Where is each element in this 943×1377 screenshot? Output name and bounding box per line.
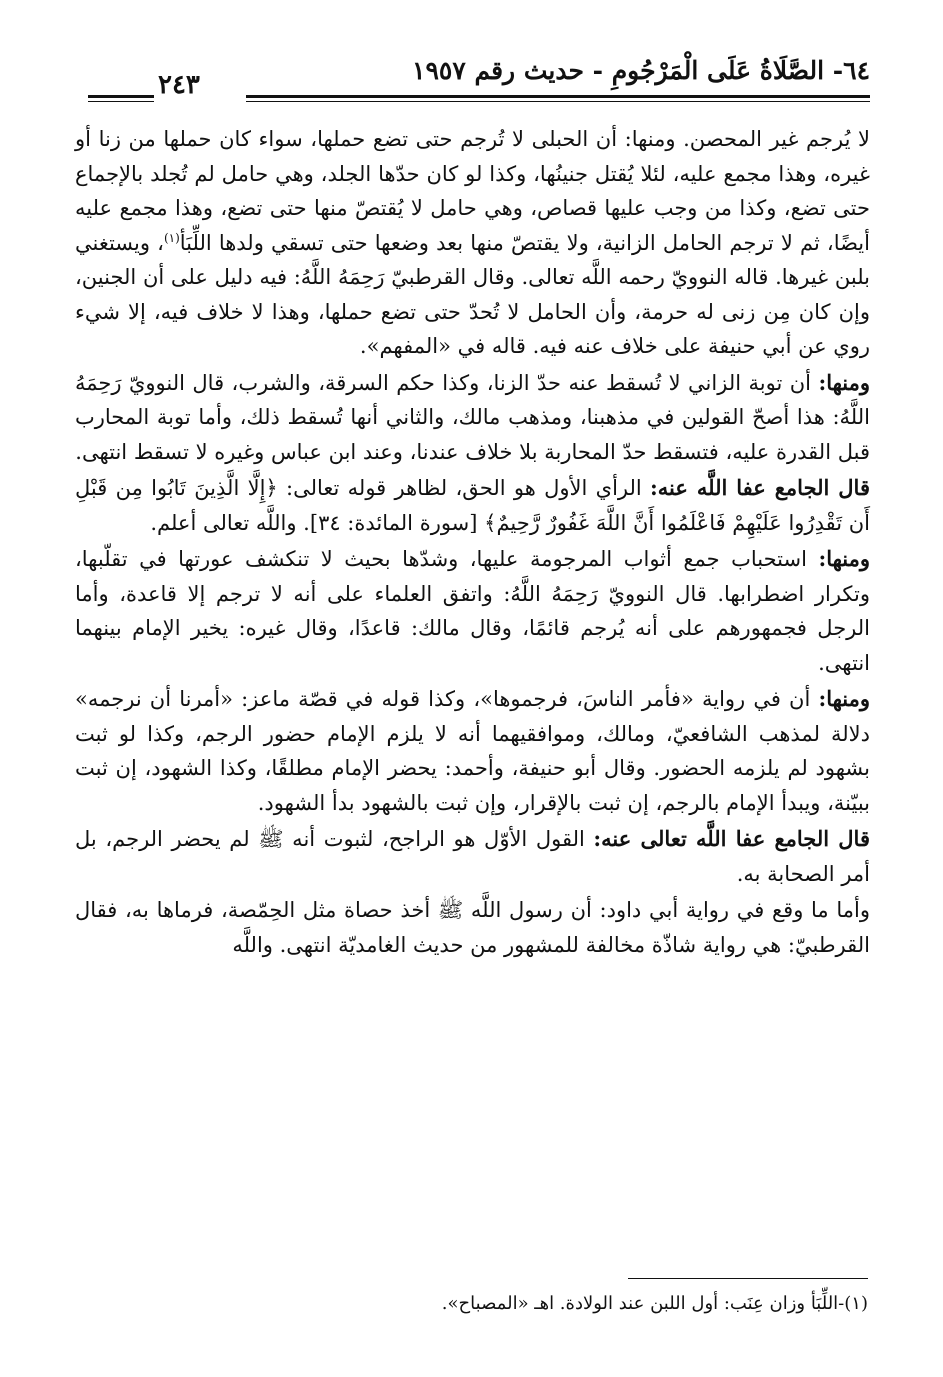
paragraph-text: القول الأوّل هو الراجح، لثبوت أنه ﷺ لم يحضر الرجم، بل أمر الصحابة به. bbox=[75, 827, 870, 886]
paragraph-text-continued: ، ويستغني بلبن غيرها. قاله النوويّ رحمه اللَّه تعالى. وقال القرطبيّ رَحِمَهُ اللَّهُ: فيه دليل على أن الجنين، وإن كان مِن زنى له حرمة، وأن الحامل لا تُحدّ حتى تضع حملها، وهذا لا خلاف فيه، إلا شيء روي عن أبي حنيفة على خلاف عنه فيه. قاله في «المفهم». bbox=[75, 230, 870, 358]
header-rule bbox=[246, 95, 870, 102]
paragraph-lead: ومنها: bbox=[818, 369, 870, 395]
paragraph-3 bbox=[75, 471, 870, 540]
paragraph-7 bbox=[75, 893, 870, 962]
paragraph-text: استحباب جمع أثواب المرجومة عليها، وشدّها بحيث لا تنكشف عورتها في تقلّبها، وتكرار اضطرابها. قال النوويّ رَحِمَهُ اللَّهُ: واتفق العلماء على أنه لا ترجم إلا قاعدة، وأما الرجل فجمهورهم على أنه يُرجم قائمًا، وقال مالك: قاعدًا، وقال غيره: يخير الإمام بينهما انتهى. bbox=[75, 547, 870, 675]
paragraph-text: أن توبة الزاني لا تُسقط عنه حدّ الزنا، وكذا حكم السرقة، والشرب، قال النوويّ رَحِمَهُ اللَّهُ: هذا أصحّ القولين في مذهبنا، ومذهب مالك، والثاني أنها تُسقط ذلك، وأما توبة المحارب قبل القدرة عليه، فتسقط حدّ المحاربة بلا خلاف عندنا، وعند ابن عباس وغيره لا تسقط انتهى. bbox=[75, 370, 870, 464]
running-title: ٦٤- الصَّلَاةُ عَلَى الْمَرْجُومِ - حديث رقم ١٩٥٧ bbox=[412, 56, 870, 85]
paragraph-text: الرأي الأول هو الحق، لظاهر قوله تعالى: ﴿إِلَّا الَّذِينَ تَابُوا مِن قَبْلِ أَن تَقْدِرُوا عَلَيْهِمْ فَاعْلَمُوا أَنَّ اللَّهَ غَفُورٌ رَّحِيمٌ﴾ [سورة المائدة: ٣٤]. واللَّه تعالى أعلم. bbox=[75, 476, 870, 535]
paragraph-lead: ومنها: bbox=[818, 546, 870, 571]
paragraph-text: أن في رواية «فأمر الناسَ، فرجموها»، وكذا قوله في قصّة ماعز: «أمرنا أن نرجمه» دلالة لمذهب الشافعيّ، ومالك، وموافقيهما أنه لا يلزم الإمام حضور الرجم، وكذا لو ثبت بشهود لم يلزمه الحضور. وقال أبو حنيفة، وأحمد: يحضر الإمام مطلقًا، وكذا الشهود، إن ثبت ببيّنة، ويبدأ الإمام بالرجم، إن ثبت بالإقرار، وإن ثبت بالشهود بدأ الشهود. bbox=[75, 687, 870, 815]
paragraph-5 bbox=[75, 682, 870, 820]
body-text bbox=[75, 122, 870, 962]
header-rule-short bbox=[88, 95, 154, 102]
paragraph-text: لا يُرجم غير المحصن. ومنها: أن الحبلى لا تُرجم حتى تضع حملها، سواء كان حملها من زنا أو غيره، وهذا مجمع عليه، لئلا يُقتل جنينُها، وكذا لو كان حدّها الجلد، وهي حامل لم تُجلد بالإجماع حتى تضع، وكذا من وجب عليها قصاص، وهي حامل لا يُقتصّ منها حتى تضع، وهذا مجمع عليه أيضًا، ثم لا ترجم الحامل الزانية، ولا يقتصّ منها بعد وضعها حتى تسقي ولدها اللِّبَأ bbox=[75, 127, 870, 255]
paragraph-lead: قال الجامع عفا اللَّه تعالى عنه: bbox=[593, 826, 870, 851]
paragraph-text: وأما ما وقع في رواية أبي داود: أن رسول اللَّه ﷺ أخذ حصاة مثل الحِمّصة، فرماها به، فقال القرطبيّ: هي رواية شاذّة مخالفة للمشهور من حديث الغامديّة انتهى. واللَّه bbox=[75, 898, 870, 957]
page-header bbox=[88, 48, 870, 108]
footnote-marker[interactable]: (١) bbox=[163, 230, 180, 245]
footnote-divider bbox=[628, 1278, 868, 1279]
paragraph-2 bbox=[75, 366, 870, 470]
paragraph-lead: قال الجامع عفا اللَّه عنه: bbox=[650, 475, 870, 500]
paragraph-1 bbox=[75, 122, 870, 364]
footnote: (١)-اللِّبَأ وزان عِنَب: أول اللبن عند الولادة. اهـ «المصباح». bbox=[441, 1293, 868, 1314]
paragraph-6 bbox=[75, 822, 870, 891]
paragraph-lead: ومنها: bbox=[818, 686, 870, 711]
paragraph-4 bbox=[75, 542, 870, 680]
page-number: ٢٤٣ bbox=[158, 70, 200, 100]
